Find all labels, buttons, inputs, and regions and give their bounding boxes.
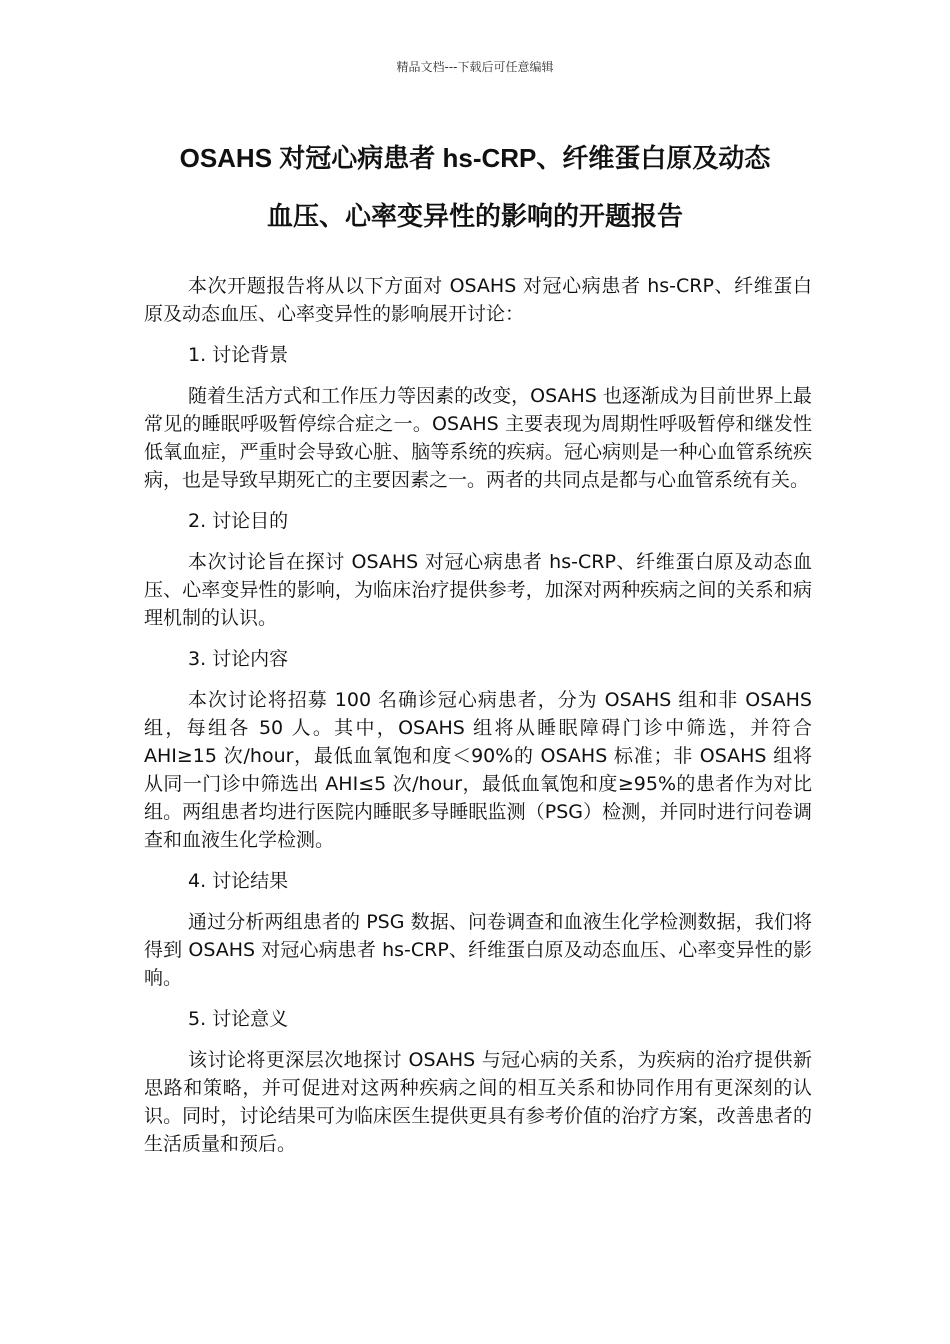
section-heading-purpose: 2. 讨论目的	[188, 510, 289, 532]
section-heading-results: 4. 讨论结果	[188, 870, 289, 892]
section-text-results: 通过分析两组患者的 PSG 数据、问卷调查和血液生化学检测数据，我们将得到 OSAHS 对冠心病患者 hs-CRP、纤维蛋白原及动态血压、心率变异性的影响。	[144, 911, 812, 989]
document-title-line-2: 血压、心率变异性的影响的开题报告	[266, 201, 683, 231]
document-body	[144, 272, 812, 1171]
document-title-line-1: OSAHS 对冠心病患者 hs-CRP、纤维蛋白原及动态	[179, 143, 771, 173]
section-text-significance: 该讨论将更深层次地探讨 OSAHS 与冠心病的关系，为疾病的治疗提供新思路和策略，并可促进对这两种疾病之间的相互关系和协同作用有更深刻的认识。同时，讨论结果可为临床医生提供更具有参考价值的治疗方案，改善患者的生活质量和预后。	[144, 1049, 812, 1155]
intro-paragraph: 本次开题报告将从以下方面对 OSAHS 对冠心病患者 hs-CRP、纤维蛋白原及动态血压、心率变异性的影响展开讨论：	[144, 275, 812, 325]
section-text-purpose: 本次讨论旨在探讨 OSAHS 对冠心病患者 hs-CRP、纤维蛋白原及动态血压、心率变异性的影响，为临床治疗提供参考，加深对两种疾病之间的关系和病理机制的认识。	[144, 551, 812, 629]
section-text-background: 随着生活方式和工作压力等因素的改变，OSAHS 也逐渐成为目前世界上最常见的睡眠呼吸暂停综合症之一。OSAHS 主要表现为周期性呼吸暂停和继发性低氧血症，严重时会导致心脏、脑等系统的疾病。冠心病则是一种心血管系统疾病，也是导致早期死亡的主要因素之一。两者的共同点是都与心血管系统有关。	[144, 385, 812, 491]
section-heading-content: 3. 讨论内容	[188, 648, 289, 670]
section-heading-significance: 5. 讨论意义	[188, 1008, 289, 1030]
header-note: 精品文档---下载后可任意编辑	[396, 60, 554, 74]
section-text-content: 本次讨论将招募 100 名确诊冠心病患者，分为 OSAHS 组和非 OSAHS 组，每组各 50 人。其中，OSAHS 组将从睡眠障碍门诊中筛选，并符合 AHI≥15 次/hour，最低血氧饱和度＜90%的 OSAHS 标准；非 OSAHS 组将从同一门诊中筛选出 AHI≤5 次/hour，最低血氧饱和度≥95%的患者作为对比组。两组患者均进行医院内睡眠多导睡眠监测（PSG）检测，并同时进行问卷调查和血液生化学检测。	[144, 689, 812, 851]
section-heading-background: 1. 讨论背景	[188, 344, 289, 366]
